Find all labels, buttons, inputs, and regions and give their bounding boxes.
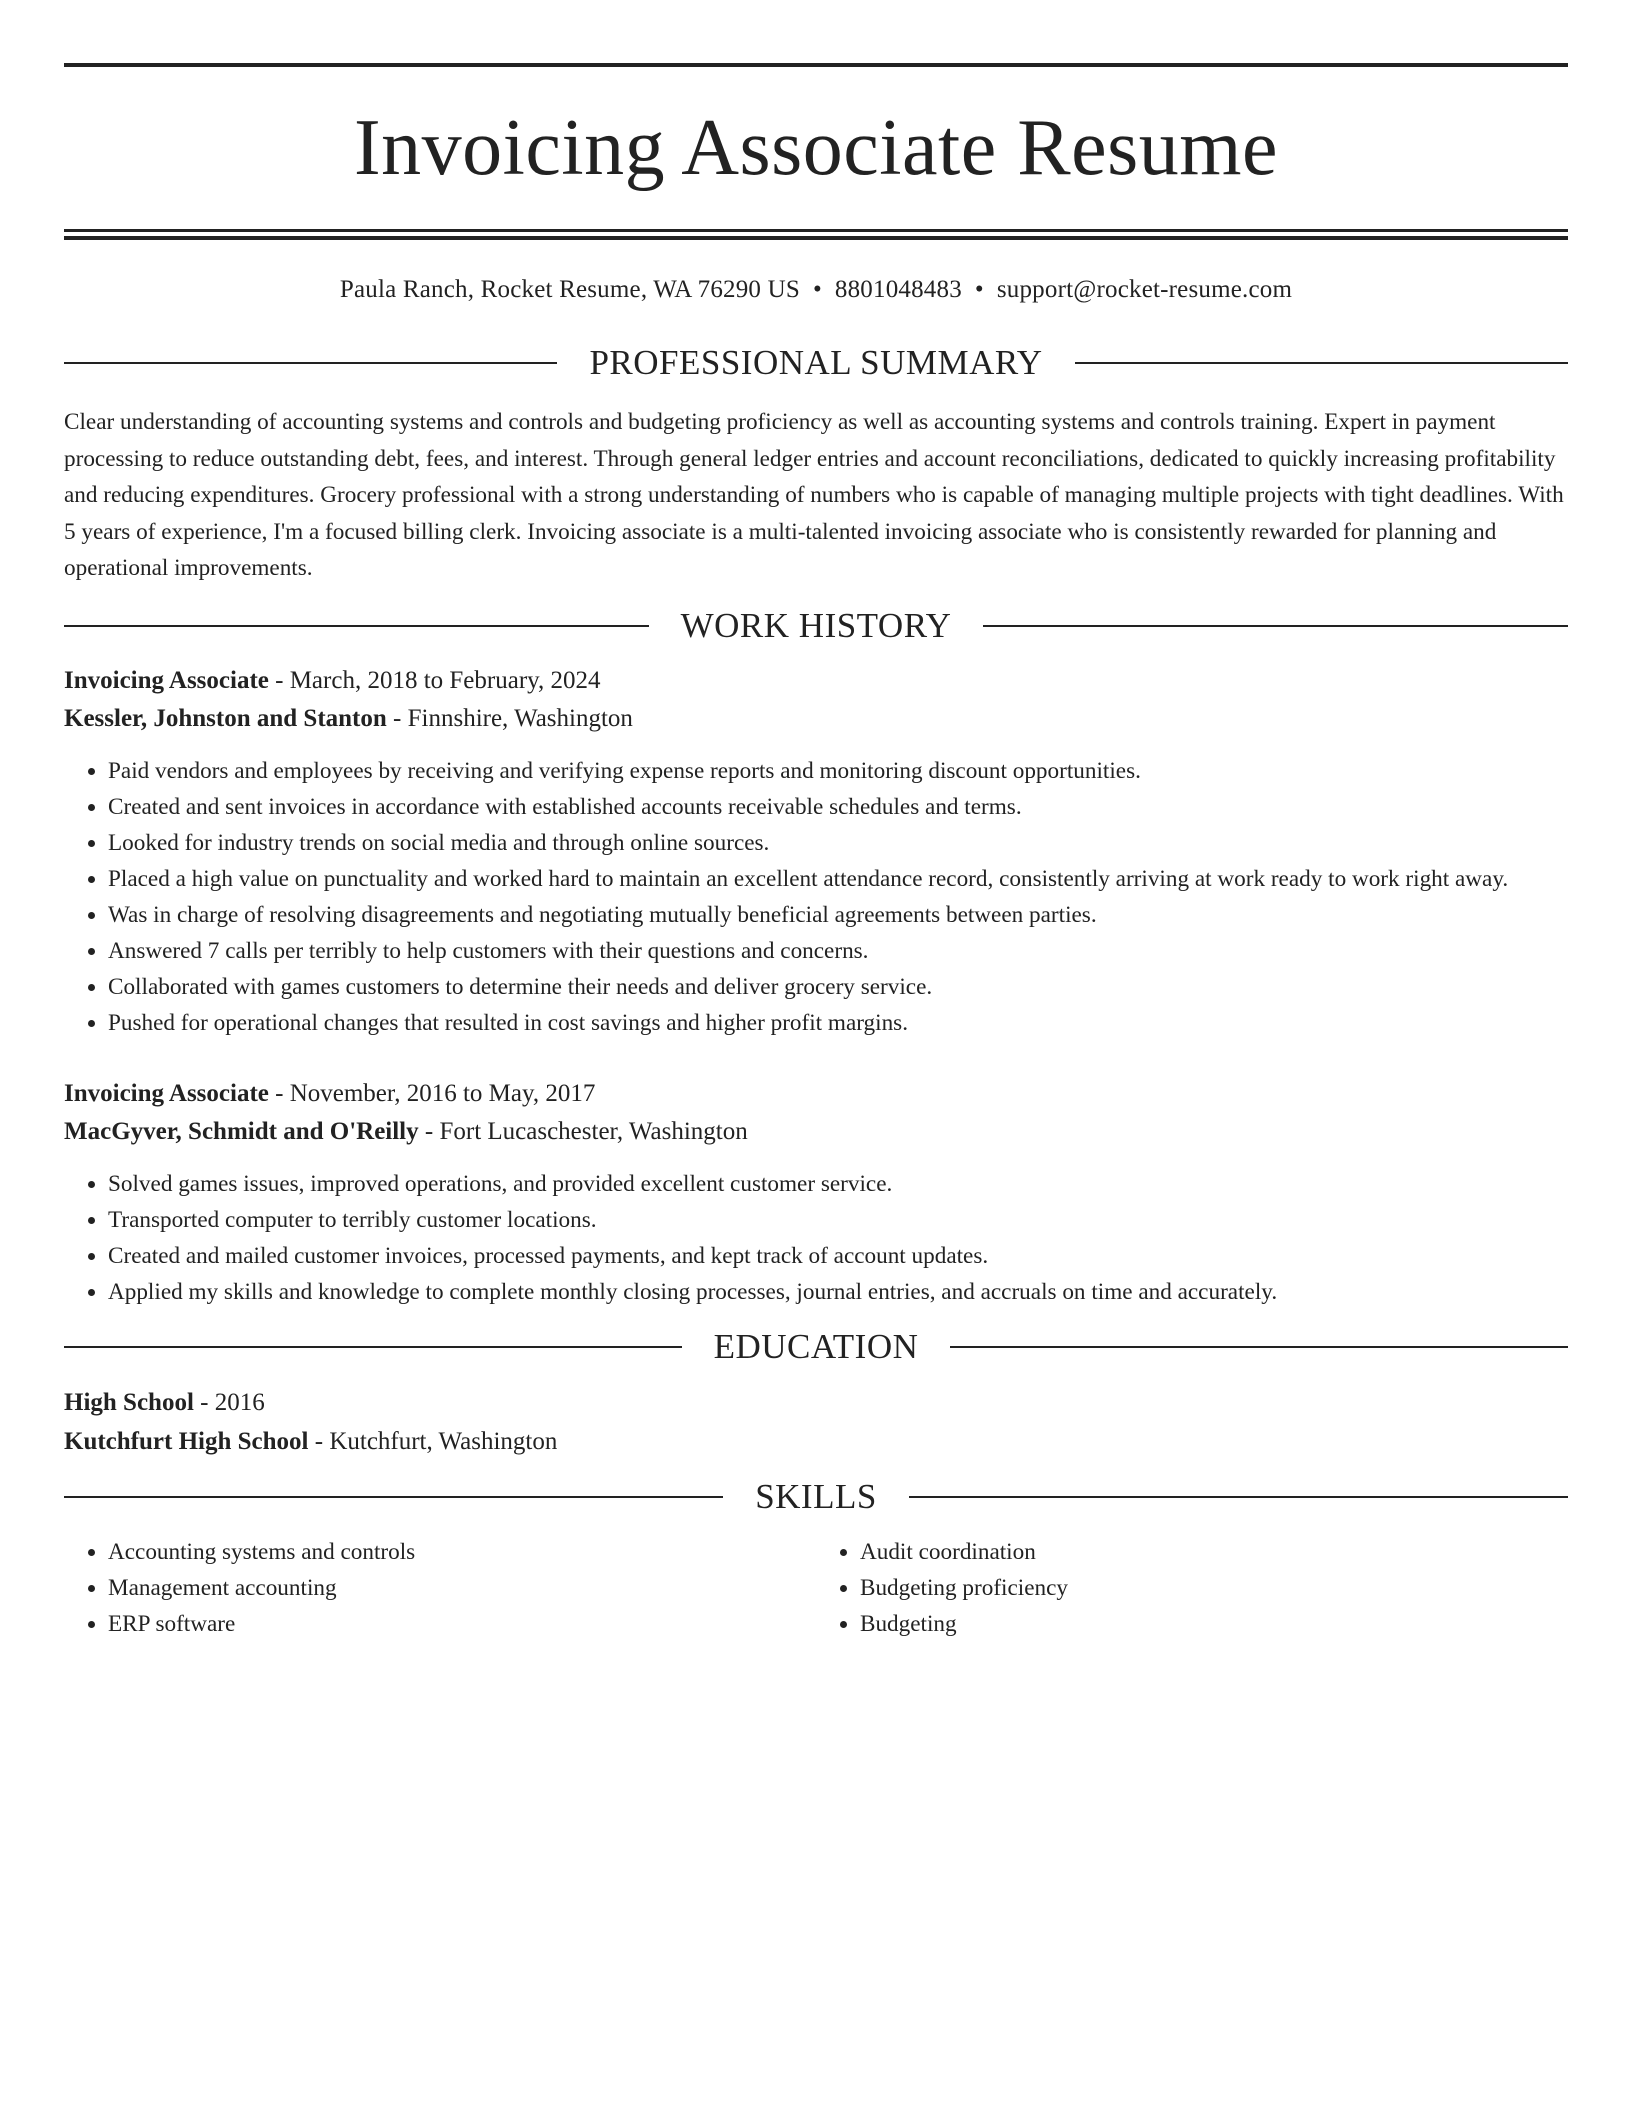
heading-rule [64,362,557,364]
education-entry [64,1383,1568,1461]
title-double-rule [64,229,1568,240]
job-bullet: • Placed a high value on punctuality and worked hard to maintain an excellent attendance record, consistently arriving at work ready to work right away. [108,861,1568,897]
job-bullets [64,753,1568,1041]
skill-item: • ERP software [108,1606,816,1642]
skills-heading [64,1475,1568,1519]
job-bullet: • Collaborated with games customers to determine their needs and deliver grocery service. [108,969,1568,1005]
job-bullet: • Was in charge of resolving disagreements and negotiating mutually beneficial agreements between parties. [108,897,1568,933]
job-dates: March, 2018 to February, 2024 [289,666,601,694]
job-bullet: • Created and mailed customer invoices, processed payments, and kept track of account updates. [108,1238,1568,1274]
job-bullet: • Looked for industry trends on social media and through online sources. [108,825,1568,861]
heading-rule [64,625,649,627]
job-bullet: • Solved games issues, improved operations, and provided excellent customer service. [108,1166,1568,1202]
job-entry [64,1075,1568,1310]
skill-item: • Budgeting proficiency [860,1570,1568,1606]
job-title-line [64,1075,1568,1113]
summary-heading-label: PROFESSIONAL SUMMARY [589,343,1043,382]
dash: - [268,1079,290,1107]
heading-rule [983,625,1568,627]
heading-rule [950,1346,1568,1348]
job-bullet: • Pushed for operational changes that resulted in cost savings and higher profit margins. [108,1005,1568,1041]
dash: - [308,1427,330,1455]
heading-rule [64,1496,723,1498]
education-school: Kutchfurt High School [64,1427,309,1455]
job-title: Invoicing Associate [64,1079,269,1107]
education-year: 2016 [214,1388,265,1416]
education-school-line [64,1422,1568,1461]
job-company: Kessler, Johnston and Stanton [64,704,387,732]
education-heading-label: EDUCATION [713,1326,919,1366]
resume-title: Invoicing Associate Resume [354,104,1278,192]
dash: - [268,666,290,694]
job-title-line [64,662,1568,700]
job-title: Invoicing Associate [64,666,269,694]
work-history-heading-label: WORK HISTORY [680,605,952,645]
skill-item: • Audit coordination [860,1534,1568,1570]
summary-text: Clear understanding of accounting systems and controls and budgeting proficiency as well as accounting systems and controls training. Expert in payment processing to reduce outstanding debt, fees, and interest. Through general ledger entries and account reconciliations, dedicated to quickly increasing profitability and reducing expenditures. Grocery professional with a strong understanding of numbers who is capable of managing multiple projects with tight deadlines. With 5 years of experience, I'm a focused billing clerk. Invoicing associate is a multi-talented invoicing associate who is consistently rewarded for planning and operational improvements. [64,409,1564,581]
skill-item: • Budgeting [860,1606,1568,1642]
dash: - [418,1117,440,1145]
job-company: MacGyver, Schmidt and O'Reilly [64,1117,419,1145]
job-bullet: • Paid vendors and employees by receiving and verifying expense reports and monitoring discount opportunities. [108,753,1568,789]
contact-line [64,274,1568,306]
job-bullets [64,1166,1568,1310]
dash: - [193,1388,215,1416]
job-dates: November, 2016 to May, 2017 [289,1079,596,1107]
top-rule [64,63,1568,67]
heading-rule [1075,362,1568,364]
skill-item: • Management accounting [108,1570,816,1606]
contact-separator: • [974,276,984,303]
education-degree: High School [64,1388,194,1416]
contact-address: Paula Ranch, Rocket Resume, WA 76290 US [339,276,800,303]
job-bullet: • Transported computer to terribly customer locations. [108,1202,1568,1238]
job-bullet: • Created and sent invoices in accordance with established accounts receivable schedules and terms. [108,789,1568,825]
job-location: Finnshire, Washington [407,704,633,732]
work-history-heading [64,604,1568,648]
skills-column-right [816,1534,1568,1642]
education-heading [64,1325,1568,1369]
job-bullet: • Applied my skills and knowledge to complete monthly closing processes, journal entries, and accruals on time and accurately. [108,1274,1568,1310]
summary-heading [64,341,1568,385]
job-company-line [64,1113,1568,1151]
dash: - [386,704,408,732]
heading-rule [64,1346,682,1348]
skills-heading-label: SKILLS [755,1476,877,1516]
job-company-line [64,700,1568,738]
education-location: Kutchfurt, Washington [329,1427,558,1455]
skills-column-left [64,1534,816,1642]
job-location: Fort Lucaschester, Washington [439,1117,748,1145]
skill-item: • Accounting systems and controls [108,1534,816,1570]
contact-email: support@rocket-resume.com [996,276,1293,303]
education-degree-line [64,1383,1568,1422]
job-entry [64,662,1568,1041]
contact-separator: • [812,276,822,303]
job-bullet: • Answered 7 calls per terribly to help customers with their questions and concerns. [108,933,1568,969]
contact-phone: 8801048483 [834,276,962,303]
resume-page [64,0,1568,1642]
skills-list [64,1534,1568,1642]
heading-rule [909,1496,1568,1498]
